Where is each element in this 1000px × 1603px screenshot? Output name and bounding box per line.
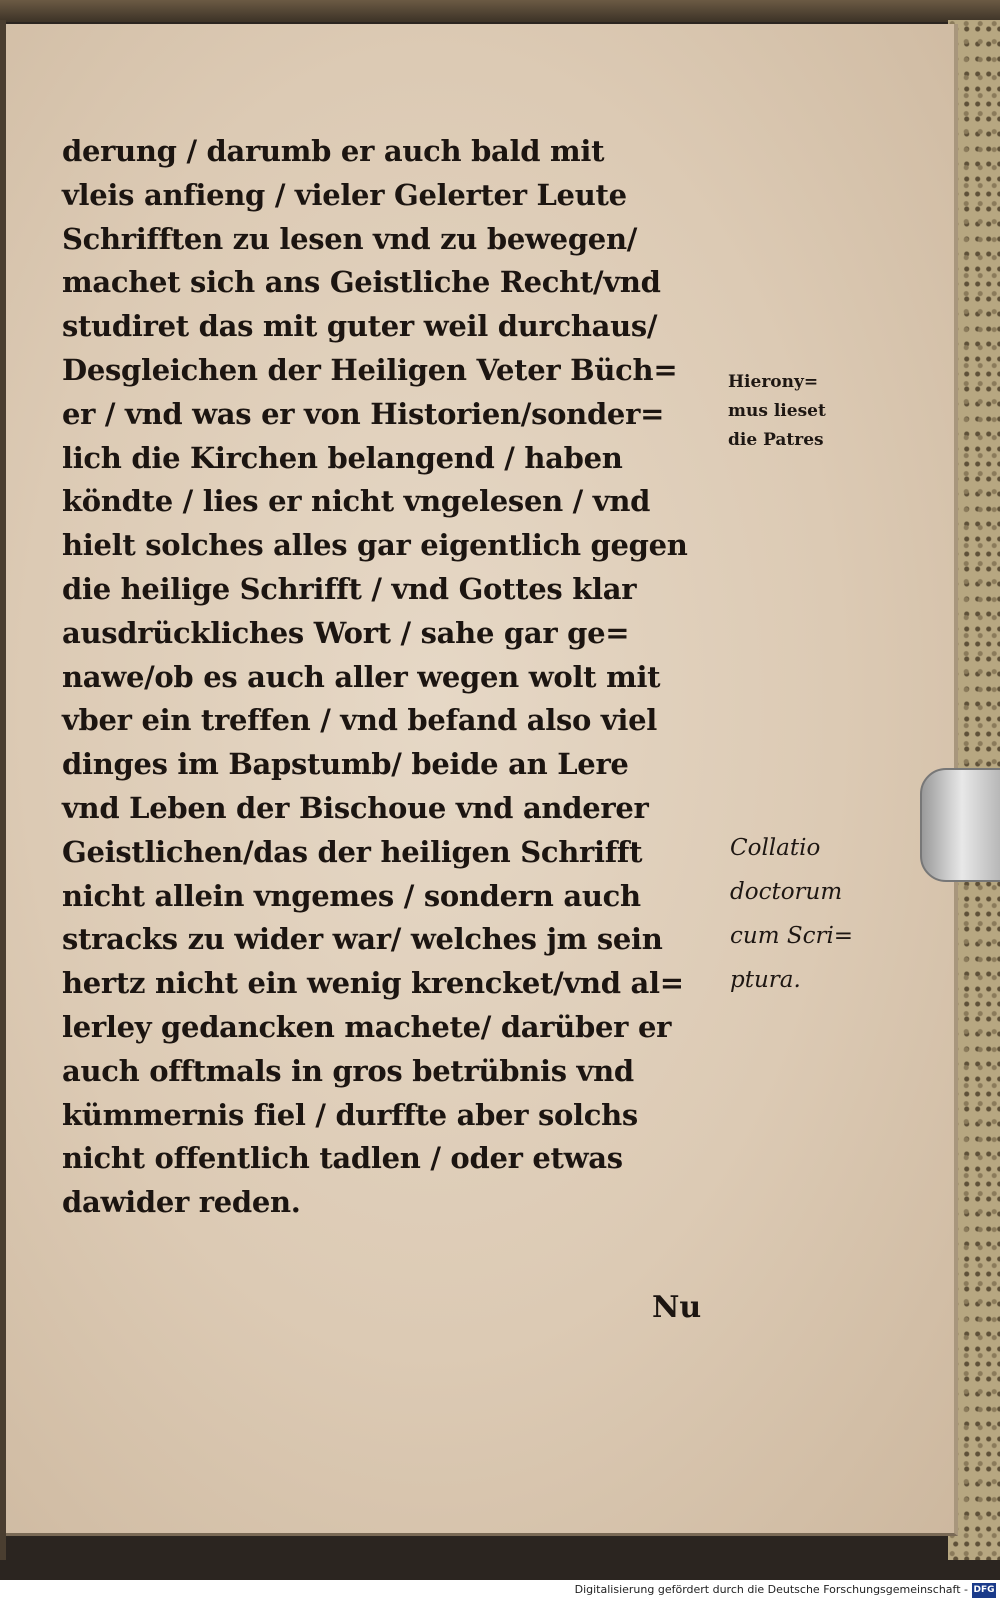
text-line: ausdrückliches Wort / sahe gar ge= [62, 615, 630, 650]
marginal-note-hieronymus [728, 368, 826, 455]
text-line: lerley gedancken machete/ darüber er [62, 1009, 672, 1044]
marginal-note-collatio [730, 826, 853, 1002]
dfg-logo[interactable]: DFG [972, 1583, 996, 1598]
text-line: köndte / lies er nicht vngelesen / vnd [62, 484, 651, 519]
text-line: vleis anfieng / vieler Gelerter Leute [62, 177, 627, 212]
text-line: dawider reden. [62, 1185, 301, 1220]
text-line: nicht offentlich tadlen / oder etwas [62, 1141, 623, 1176]
text-line: vnd Leben der Bischoue vnd anderer [62, 790, 649, 825]
text-line: dinges im Bapstumb/ beide an Lere [62, 747, 629, 782]
text-line: auch offtmals in gros betrübnis vnd [62, 1053, 634, 1088]
text-line: er / vnd was er von Historien/sonder= [62, 396, 665, 431]
text-line: die heilige Schrifft / vnd Gottes klar [62, 571, 637, 606]
text-line: stracks zu wider war/ welches jm sein [62, 922, 663, 957]
text-line: kümmernis fiel / durffte aber solchs [62, 1097, 638, 1132]
text-line: hielt solches alles gar eigentlich gegen [62, 528, 688, 563]
book-edge-top [0, 0, 1000, 22]
marginal-line: ptura. [730, 967, 801, 993]
text-line: Desgleichen der Heiligen Veter Büch= [62, 352, 678, 387]
footer-credit-bar [0, 1580, 1000, 1603]
text-line: nawe/ob es auch aller wegen wolt mit [62, 659, 661, 694]
credit-text: Digitalisierung gefördert durch die Deutsche Forschungsgemeinschaft - [574, 1583, 968, 1596]
text-line: hertz nicht ein wenig krencket/vnd al= [62, 966, 684, 1001]
text-line: Schrifften zu lesen vnd zu bewegen/ [62, 221, 638, 256]
marginal-line: mus lieset [728, 401, 826, 421]
book-clasp [920, 768, 1000, 882]
marginal-line: Collatio [730, 835, 821, 861]
text-line: vber ein treffen / vnd befand also viel [62, 703, 657, 738]
main-text-block [62, 130, 730, 1225]
marginal-line: doctorum [730, 879, 843, 905]
catchword: Nu [652, 1290, 702, 1325]
text-line: derung / darumb er auch bald mit [62, 134, 605, 168]
marginal-line: cum Scri= [730, 923, 854, 949]
text-line: nicht allein vngemes / sondern auch [62, 878, 641, 913]
marginal-line: die Patres [728, 430, 824, 450]
text-line: lich die Kirchen belangend / haben [62, 440, 623, 475]
text-line: machet sich ans Geistliche Recht/vnd [62, 265, 661, 300]
marginal-line: Hierony= [728, 372, 819, 392]
text-line: Geistlichen/das der heiligen Schrifft [62, 834, 643, 869]
text-line: studiret das mit guter weil durchaus/ [62, 309, 658, 344]
